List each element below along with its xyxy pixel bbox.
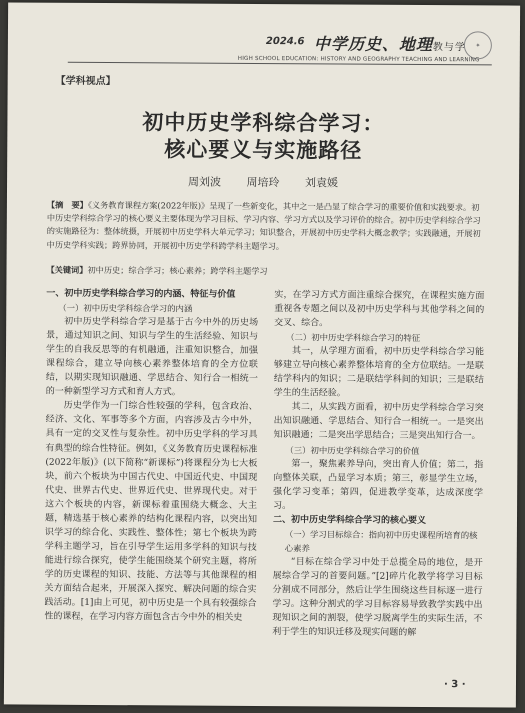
journal-english-title: HIGH SCHOOL EDUCATION: HISTORY AND GEOGRAPHY TEACHING AND LEARNING	[237, 55, 480, 64]
page-number: · 3 ·	[443, 679, 466, 691]
keywords-text: 初中历史；综合学习；核心素养；跨学科主题学习	[87, 264, 268, 277]
journal-title-suffix: 教与学	[432, 42, 466, 54]
journal-title-main: 中学历史、地理	[313, 34, 433, 55]
body-paragraph: 初中历史学科综合学习是基于古今中外的历史场景，通过知识之间、知识与学生的生活经验、知识与学生的自我反思等的有机融通，注重知识整合，加强课程综合，建立导向核心素养整体培育的全方位联结，以期实现知识融通、学思结合、知行合一相统一的一种新型学习方式和育人方式。	[45, 316, 259, 398]
journal-seal-icon: ✦	[464, 31, 492, 59]
subsection-heading: （一）学习目标综合：指向初中历史课程所培育的核心素养	[284, 528, 478, 554]
authors: 周刘波 周培玲 刘袁媛	[188, 175, 339, 190]
subsection-heading: （一）初中历史学科综合学习的内涵	[58, 302, 193, 314]
abstract-text: 《义务教育课程方案(2022年版)》呈现了一些新变化，其中之一是凸显了综合学习的重要价值和实践要求。初中历史学科综合学习的核心要义主要体现为学习目标、学习内容、学习方式以及学习评价的综合。初中历史学科综合学习的实施路径为：整体统摄，开展初中历史学科大单元学习；知识整合，开展初中历史学科大概念教学；实践融通，开展初中历史学科实践；跨界协同，开展初中历史学科跨学科主题学习。	[46, 199, 481, 251]
abstract	[47, 199, 483, 254]
left-column	[44, 287, 258, 625]
column-tag: 【学科视点】	[55, 75, 116, 88]
body-paragraph: 第一，聚焦素养导向，突出育人价值；第二，指向整体关联，凸显学习本质；第三，彰显学生立场，强化学习变革；第四，促进教学变革，达成深度学习。	[273, 458, 484, 511]
body-paragraph: 其一，从学理方面看，初中历史学科综合学习能够建立导向核心素养整体培育的全方位联结。一是联结学科内的知识；二是联结学科间的知识；三是联结学生的生活经验。	[273, 346, 485, 399]
section-heading: 二、初中历史学科综合学习的核心要义	[272, 514, 427, 526]
journal-page	[4, 2, 520, 707]
body-paragraph-continued: 实，在学习方式方面注重综合探究，在课程实施方面重视各专题之间以及初中历史学科与其他学科之间的交叉、综合。	[274, 290, 485, 329]
right-column	[272, 288, 484, 640]
body-paragraph: “目标在综合学习中处于总揽全局的地位，是开展综合学习的首要问题。”[2]碎片化教学将学习目标分割成不同部分，然后让学生围绕这些目标逐一进行学习。这种分割式的学习目标容易导致教学实践中出现知识之间的割裂，使学习脱离学生的实际生活，不利于学生的知识迁移及现实问题的解	[272, 557, 483, 639]
keywords-label: 【关键词】	[46, 264, 88, 275]
body-paragraph: 其二，从实践方面看，初中历史学科综合学习突出知识融通、学思结合、知行合一相统一。一是突出知识融通；二是突出学思结合；三是突出知行合一。	[273, 402, 484, 442]
body-paragraph: 历史学作为一门综合性较强的学科，包含政治、经济、文化、军事等多个方面，内容涉及古今中外，具有一定的交叉性与复杂性。初中历史学科的学习具有典型的综合性特征。例如，《义务教育历史课程标准(2022年版)》(以下简称“新课标”)将课程分为七大板块，前六个板块为中国古代史、中国近代史、中国现代史、世界古代史、世界近代史、世界现代史。对于这六个板块的内容，新课标着重围绕大概念、大主题，精选基于核心素养的结构化课程内容，以突出知识学习的综合化、实践性、整体性；第七个板块为跨学科主题学习，旨在引导学生运用多学科的知识与技能进行综合探究，使学生能围绕某个研究主题，将所学的历史课程的知识、技能、方法等与其他课程的相关方面结合起来，开展深入探究、解决问题的综合实践活动。[1]由上可见，初中历史是一个具有较强综合性的课程，在学习内容方面包含古今中外的相关史	[44, 401, 258, 623]
keywords	[46, 265, 482, 279]
abstract-label: 【摘 要】	[46, 199, 88, 210]
subsection-heading: （三）初中历史学科综合学习的价值	[285, 444, 420, 456]
article-title-line-2: 核心要义与实施路径	[164, 137, 363, 163]
subsection-heading: （二）初中历史学科综合学习的特征	[286, 332, 421, 344]
journal-title	[314, 31, 466, 55]
issue-number: 2024.6	[265, 36, 305, 48]
section-heading: 一、初中历史学科综合学习的内涵、特征与价值	[46, 288, 236, 300]
article-title-line-1: 初中历史学科综合学习：	[142, 110, 385, 136]
